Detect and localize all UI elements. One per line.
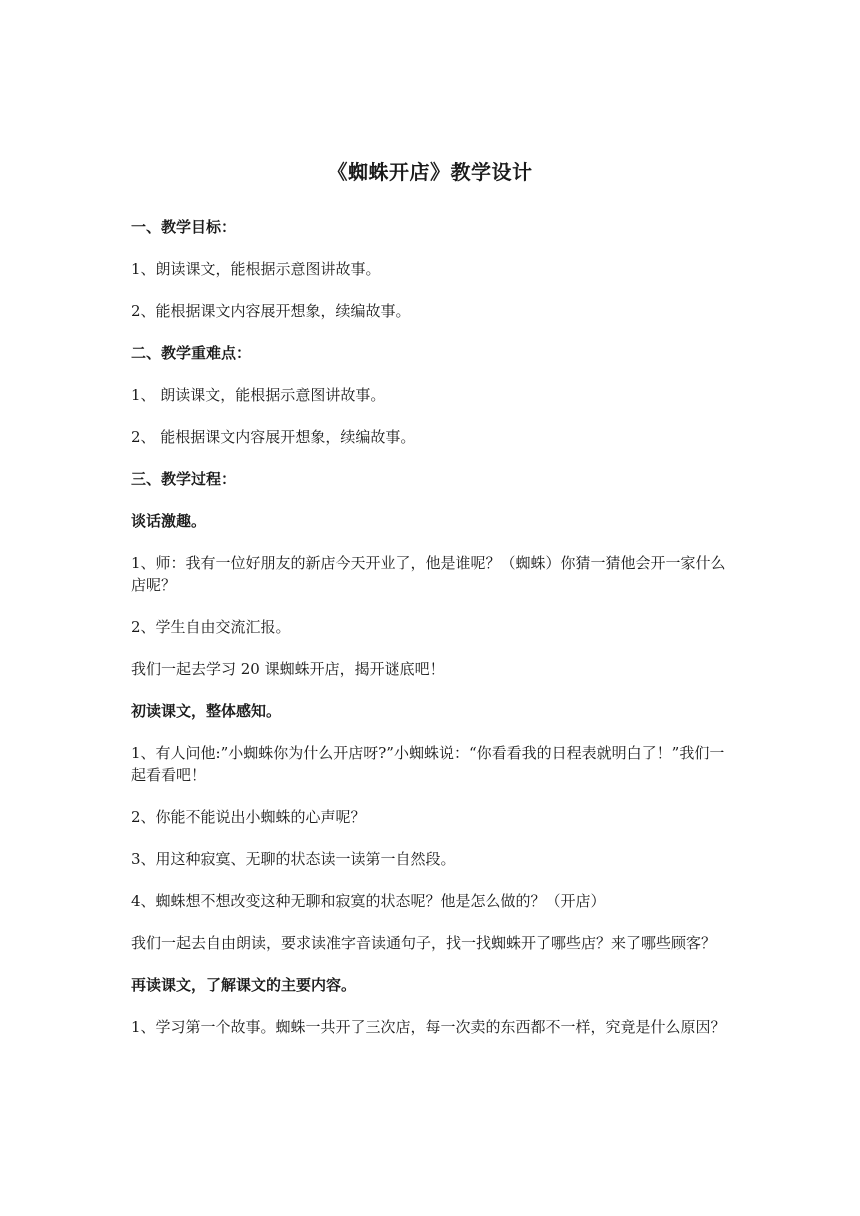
paragraph: 1、 朗读课文，能根据示意图讲故事。 [131, 386, 386, 404]
paragraph: 2、能根据课文内容展开想象，续编故事。 [131, 302, 411, 320]
section-heading: 二、教学重难点： [131, 344, 252, 362]
paragraph: 我们一起去学习 20 课蜘蛛开店，揭开谜底吧！ [131, 660, 445, 678]
paragraph: 1、朗读课文，能根据示意图讲故事。 [131, 260, 381, 278]
section-heading: 三、教学过程： [131, 470, 237, 488]
document-title: 《蜘蛛开店》教学设计 [327, 160, 533, 184]
section-heading: 再读课文，了解课文的主要内容。 [131, 976, 357, 994]
paragraph: 2、 能根据课文内容展开想象，续编故事。 [131, 428, 416, 446]
paragraph: 我们一起去自由朗读，要求读准字音读通句子，找一找蜘蛛开了哪些店？来了哪些顾客？ [131, 934, 717, 952]
document-body [131, 216, 731, 1058]
section-heading: 一、教学目标： [131, 218, 237, 236]
paragraph: 1、学习第一个故事。蜘蛛一共开了三次店，每一次卖的东西都不一样，究竟是什么原因？ [131, 1018, 726, 1036]
paragraph: 1、师：我有一位好朋友的新店今天开业了，他是谁呢？（蜘蛛）你猜一猜他会开一家什么店呢？ [131, 554, 726, 594]
paragraph: 3、用这种寂寞、无聊的状态读一读第一自然段。 [131, 850, 456, 868]
section-heading: 谈话激趣。 [131, 512, 207, 530]
paragraph: 4、蜘蛛想不想改变这种无聊和寂寞的状态呢？他是怎么做的？（开店） [131, 892, 606, 910]
paragraph: 1、有人问他:”小蜘蛛你为什么开店呀?”小蜘蛛说：“你看看我的日程表就明白了！”我们一起看看吧！ [131, 744, 725, 784]
paragraph: 2、学生自由交流汇报。 [131, 618, 291, 636]
section-heading: 初读课文，整体感知。 [131, 702, 282, 720]
paragraph: 2、你能不能说出小蜘蛛的心声呢？ [131, 808, 366, 826]
